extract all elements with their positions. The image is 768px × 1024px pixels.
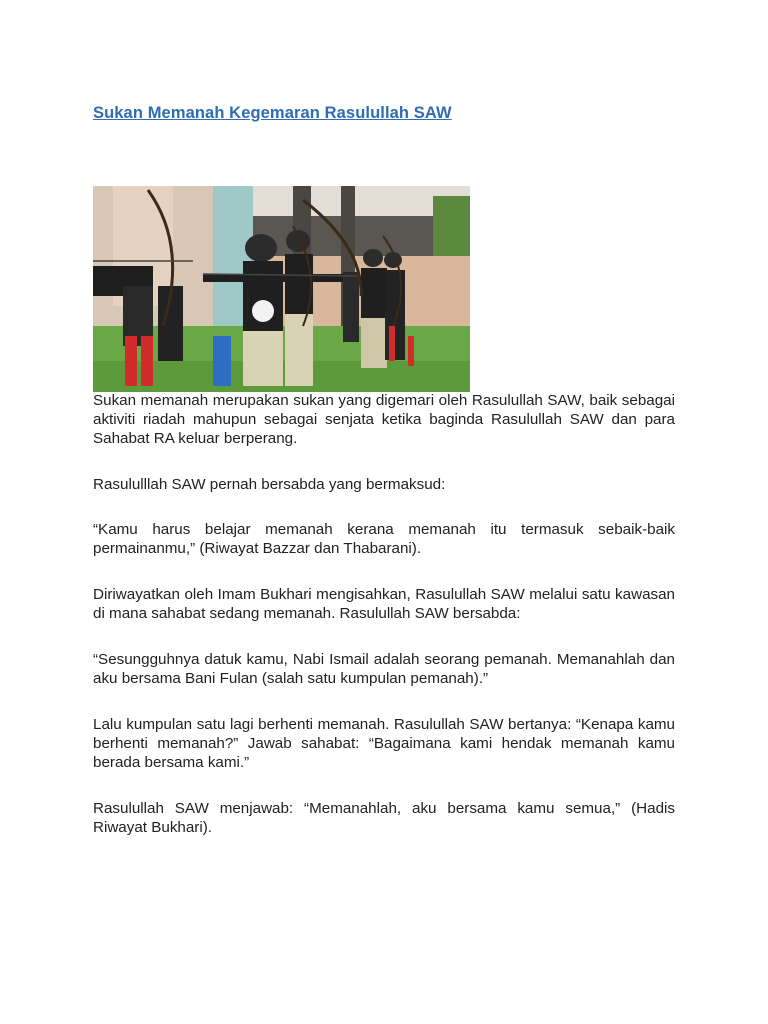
paragraph-question-exchange: Lalu kumpulan satu lagi berhenti memanah. Rasulullah SAW bertanya: “Kenapa kamu berhenti memanah?” Jawab sahabat: “Bagaimana kami hendak memanah kamu berada bersama kami.”: [93, 716, 675, 771]
article-body: [93, 391, 675, 864]
paragraph-final-reply: Rasulullah SAW menjawab: “Memanahlah, aku bersama kamu semua,” (Hadis Riwayat Bukhari).: [93, 800, 675, 836]
paragraph-ismail-quote: “Sesungguhnya datuk kamu, Nabi Ismail adalah seorang pemanah. Memanahlah dan aku bersama Bani Fulan (salah satu kumpulan pemanah).”: [93, 651, 675, 687]
paragraph-intro: Sukan memanah merupakan sukan yang digemari oleh Rasulullah SAW, baik sebagai aktiviti riadah mahupun sebagai senjata ketika baginda Rasulullah SAW dan para Sahabat RA keluar berperang.: [93, 392, 675, 447]
archery-photo: [93, 186, 470, 392]
article-title-link[interactable]: Sukan Memanah Kegemaran Rasulullah SAW: [93, 104, 452, 122]
paragraph-hadith-intro: Rasululllah SAW pernah bersabda yang bermaksud:: [93, 476, 446, 493]
paragraph-bukhari-narration: Diriwayatkan oleh Imam Bukhari mengisahkan, Rasulullah SAW melalui satu kawasan di mana sahabat sedang memanah. Rasulullah SAW bersabda:: [93, 586, 675, 622]
paragraph-hadith-quote: “Kamu harus belajar memanah kerana memanah itu termasuk sebaik-baik permainanmu,” (Riwayat Bazzar dan Thabarani).: [93, 521, 675, 557]
